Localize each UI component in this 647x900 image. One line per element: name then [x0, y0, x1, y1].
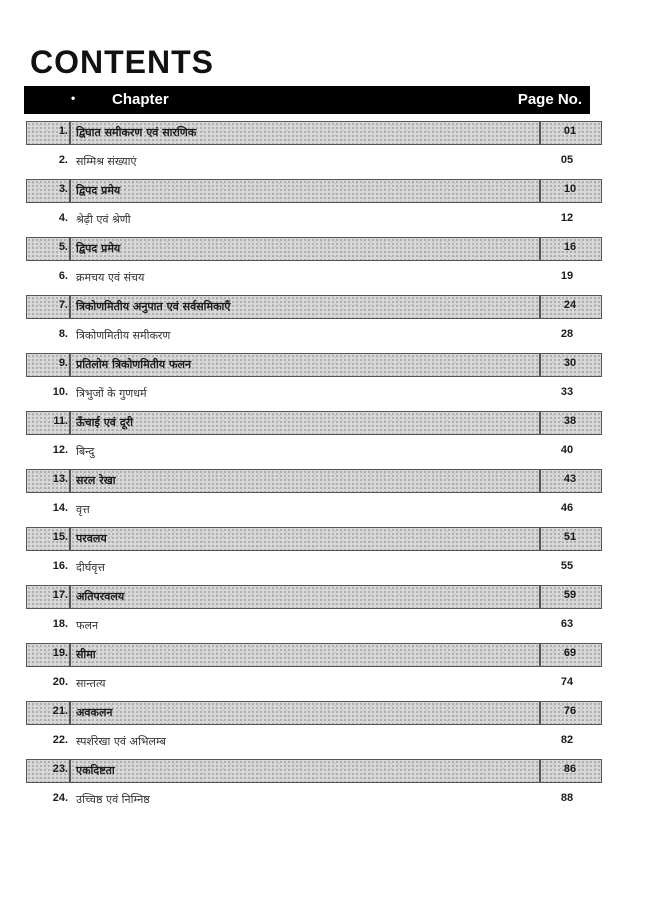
chapter-title: द्विपद प्रमेय: [76, 242, 121, 255]
chapter-row[interactable]: [24, 437, 602, 466]
chapter-title: श्रेढ़ी एवं श्रेणी: [76, 213, 131, 226]
chapter-row[interactable]: [24, 495, 602, 524]
chapter-row[interactable]: [24, 611, 602, 640]
chapter-row[interactable]: [24, 466, 602, 495]
row-shade-box: [70, 585, 540, 609]
chapter-page-number: 76: [563, 705, 577, 717]
chapter-row[interactable]: [24, 205, 602, 234]
chapter-row[interactable]: [24, 408, 602, 437]
chapter-page-number: 63: [560, 618, 574, 630]
chapter-title: दीर्घवृत्त: [76, 561, 105, 574]
row-shade-box: [70, 643, 540, 667]
row-shade-box: [70, 237, 540, 261]
chapter-row[interactable]: [24, 524, 602, 553]
chapter-page-number: 46: [560, 502, 574, 514]
chapter-row[interactable]: [24, 292, 602, 321]
chapter-title: सम्मिश्र संख्याएं: [76, 155, 137, 168]
chapter-number: 7.: [58, 299, 68, 311]
chapter-row[interactable]: [24, 640, 602, 669]
chapter-page-number: 69: [563, 647, 577, 659]
chapter-title: प्रतिलोम त्रिकोणमितीय फलन: [76, 358, 192, 371]
chapter-number: 11.: [53, 415, 68, 427]
chapter-number: 12.: [52, 444, 68, 456]
chapter-title: ऊँचाई एवं दूरी: [76, 416, 133, 429]
chapter-page-number: 12: [560, 212, 574, 224]
chapter-title: त्रिकोणमितीय अनुपात एवं सर्वसमिकाएँ: [76, 300, 231, 313]
row-shade-box: [70, 469, 540, 493]
chapter-page-number: 33: [560, 386, 574, 398]
chapter-row[interactable]: [24, 727, 602, 756]
chapter-page-number: 28: [560, 328, 574, 340]
header-chapter-label: Chapter: [112, 91, 169, 108]
chapter-title: सरल रेखा: [76, 474, 116, 487]
chapter-page-number: 86: [563, 763, 577, 775]
chapter-title: बिन्दु: [76, 445, 95, 458]
row-shade-box: [70, 411, 540, 435]
chapter-title: वृत्त: [76, 503, 90, 516]
chapter-row[interactable]: [24, 698, 602, 727]
chapter-number: 9.: [58, 357, 68, 369]
chapter-row[interactable]: [24, 582, 602, 611]
chapter-row[interactable]: [24, 553, 602, 582]
chapter-title: स्पर्शरेखा एवं अभिलम्ब: [76, 735, 166, 748]
row-shade-box: [70, 179, 540, 203]
chapter-number: 17.: [52, 589, 68, 601]
chapter-row[interactable]: [24, 118, 602, 147]
chapter-number: 3.: [58, 183, 68, 195]
chapter-row[interactable]: [24, 147, 602, 176]
row-shade-box: [70, 701, 540, 725]
chapter-number: 18.: [52, 618, 68, 630]
chapter-number: 24.: [52, 792, 68, 804]
chapter-title: त्रिकोणमितीय समीकरण: [76, 329, 171, 342]
chapter-page-number: 10: [563, 183, 577, 195]
chapter-page-number: 16: [563, 241, 577, 253]
chapter-number: 15.: [52, 531, 68, 543]
chapter-title: क्रमचय एवं संचय: [76, 271, 145, 284]
chapter-number: 22.: [52, 734, 68, 746]
chapter-page-number: 74: [560, 676, 574, 688]
chapter-page-number: 88: [560, 792, 574, 804]
chapter-row[interactable]: [24, 756, 602, 785]
row-shade-box: [70, 759, 540, 783]
chapter-title: परवलय: [76, 532, 107, 545]
chapter-row[interactable]: [24, 350, 602, 379]
chapter-title: त्रिभुजों के गुणधर्म: [76, 387, 147, 400]
chapter-page-number: 82: [560, 734, 574, 746]
chapter-title: फलन: [76, 619, 99, 632]
chapter-number: 14.: [52, 502, 68, 514]
row-shade-box: [70, 527, 540, 551]
chapter-row[interactable]: [24, 669, 602, 698]
chapter-page-number: 19: [560, 270, 574, 282]
chapter-page-number: 38: [563, 415, 577, 427]
chapter-number: 13.: [52, 473, 68, 485]
chapter-row[interactable]: [24, 176, 602, 205]
chapter-title: द्विपद प्रमेय: [76, 184, 121, 197]
chapter-page-number: 05: [560, 154, 574, 166]
chapter-number: 19.: [52, 647, 68, 659]
chapter-page-number: 40: [560, 444, 574, 456]
chapter-title: अतिपरवलय: [76, 590, 125, 603]
header-marker: •: [71, 91, 76, 105]
header-page-label: Page No.: [517, 91, 582, 108]
page-title: CONTENTS: [30, 44, 214, 80]
chapter-title: सीमा: [76, 648, 96, 661]
chapter-row[interactable]: [24, 379, 602, 408]
chapter-page-number: 43: [563, 473, 577, 485]
chapter-title: उच्चिष्ठ एवं निम्निष्ठ: [76, 793, 150, 806]
chapter-number: 21.: [52, 705, 68, 717]
chapter-number: 20.: [52, 676, 68, 688]
chapter-number: 5.: [58, 241, 68, 253]
chapter-page-number: 55: [560, 560, 574, 572]
chapter-title: द्विघात समीकरण एवं सारणिक: [76, 126, 197, 139]
chapter-number: 16.: [52, 560, 68, 572]
chapter-number: 4.: [58, 212, 68, 224]
chapter-page-number: 59: [563, 589, 577, 601]
chapter-number: 6.: [58, 270, 68, 282]
chapter-title: सान्तत्य: [76, 677, 106, 690]
chapter-number: 8.: [58, 328, 68, 340]
chapter-title: एकदिष्टता: [76, 764, 115, 777]
chapter-row[interactable]: [24, 234, 602, 263]
chapter-list: [24, 118, 602, 814]
chapter-page-number: 01: [563, 125, 577, 137]
chapter-number: 23.: [52, 763, 68, 775]
chapter-page-number: 30: [563, 357, 577, 369]
chapter-page-number: 51: [563, 531, 577, 543]
chapter-number: 2.: [58, 154, 68, 166]
chapter-row[interactable]: [24, 321, 602, 350]
chapter-number: 10.: [52, 386, 68, 398]
chapter-title: अवकलन: [76, 706, 113, 719]
chapter-row[interactable]: [24, 785, 602, 814]
chapter-page-number: 24: [563, 299, 577, 311]
chapter-number: 1.: [58, 125, 68, 137]
table-header: [24, 86, 590, 114]
chapter-row[interactable]: [24, 263, 602, 292]
